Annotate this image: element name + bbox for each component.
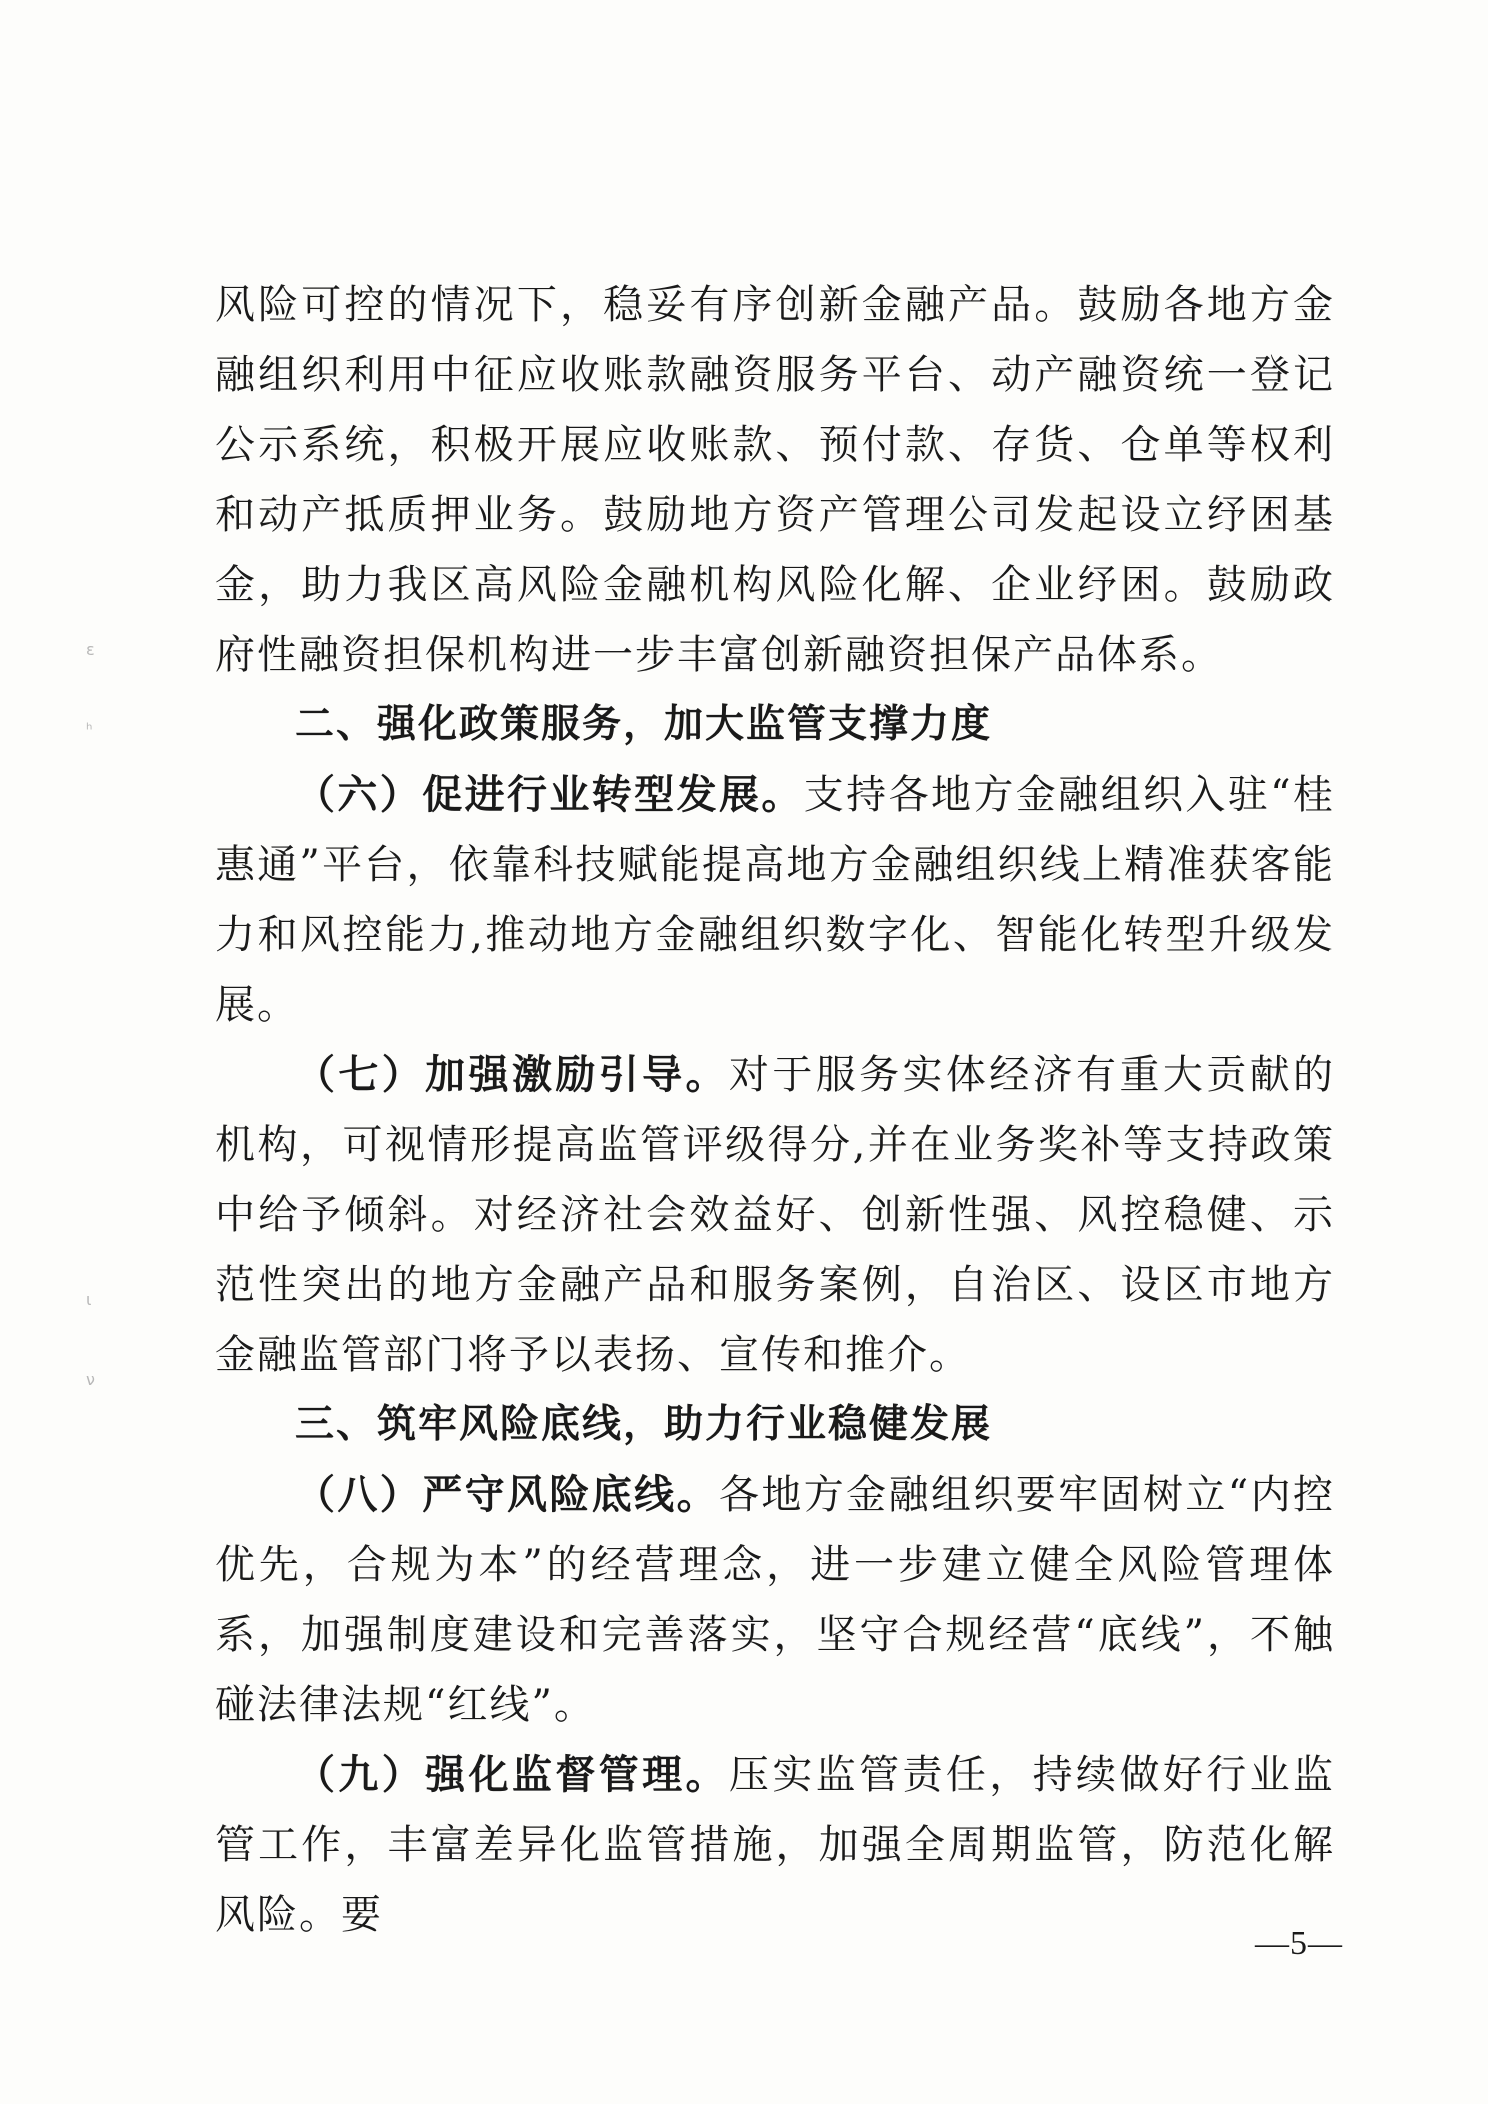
item-7-paragraph — [215, 1040, 1335, 1390]
item-9-paragraph — [215, 1740, 1335, 1950]
item-9-lead: （九）强化监督管理。 — [295, 1751, 729, 1798]
item-7-text: 对于服务实体经济有重大贡献的机构，可视情形提高监管评级得分,并在业务奖补等支持政策中给予倾斜。对经济社会效益好、创新性强、风控稳健、示范性突出的地方金融产品和服务案例，自治区、设区市地方金融监管部门将予以表扬、宣传和推介。 — [215, 1052, 1336, 1378]
item-7-lead: （七）加强激励引导。 — [295, 1051, 729, 1098]
page-number: —5— — [1255, 1925, 1343, 1962]
item-6-paragraph — [215, 760, 1335, 1040]
scan-margin-mark: ε — [86, 640, 95, 659]
item-6-text: 支持各地方金融组织入驻“桂惠通”平台，依靠科技赋能提高地方金融组织线上精准获客能力和风控能力,推动地方金融组织数字化、智能化转型升级发展。 — [215, 772, 1336, 1028]
paragraph-continuation — [215, 270, 1335, 690]
item-6-lead: （六）促进行业转型发展。 — [295, 771, 804, 818]
item-8-text: 各地方金融组织要牢固树立“内控优先，合规为本”的经营理念，进一步建立健全风险管理体系，加强制度建设和完善落实，坚守合规经营“底线”，不触碰法律法规“红线”。 — [215, 1472, 1336, 1728]
paragraph-text: 风险可控的情况下，稳妥有序创新金融产品。鼓励各地方金融组织利用中征应收账款融资服务平台、动产融资统一登记公示系统，积极开展应收账款、预付款、存货、仓单等权利和动产抵质押业务。鼓励地方资产管理公司发起设立纾困基金，助力我区高风险金融机构风险化解、企业纾困。鼓励政府性融资担保机构进一步丰富创新融资担保产品体系。 — [215, 282, 1335, 678]
section-heading-3: 三、筑牢风险底线，助力行业稳健发展 — [295, 1402, 993, 1447]
scan-margin-mark: ν — [86, 1370, 95, 1389]
scan-margin-mark: ι — [86, 1290, 92, 1309]
document-body — [215, 270, 1335, 1950]
item-8-paragraph — [215, 1460, 1335, 1740]
section-heading-2: 二、强化政策服务，加大监管支撑力度 — [295, 702, 993, 747]
scan-margin-mark: ʰ — [86, 720, 93, 739]
item-8-lead: （八）严守风险底线。 — [295, 1471, 719, 1518]
item-9-text: 压实监管责任，持续做好行业监管工作，丰富差异化监管措施，加强全周期监管，防范化解风险。要 — [215, 1752, 1336, 1938]
